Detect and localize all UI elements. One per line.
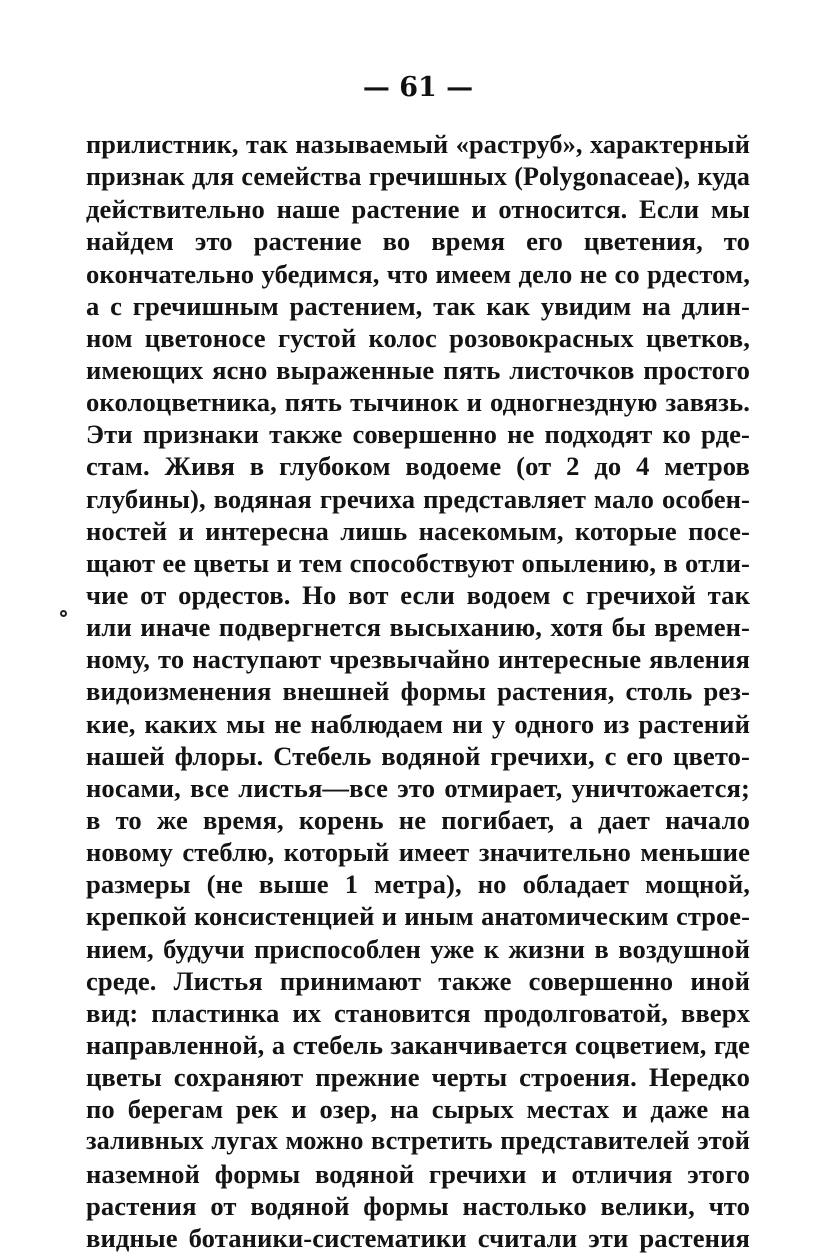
text-line: действительно наше растение и относится. Если мы (86, 194, 750, 225)
text-line: ностей и интересна лишь насекомым, которые посе- (86, 515, 750, 546)
text-line: в то же время, корень не погибает, а дает начало (86, 804, 750, 835)
text-line: прилистник, так называемый «раструб», характерный (86, 130, 750, 159)
text-line: околоцветника, пять тычинок и одногнездную завязь. (86, 387, 750, 418)
text-line: кие, каких мы не наблюдаем ни у одного из растений (86, 708, 750, 739)
text-line: или иначе подвергнется высыханию, хотя бы времен- (86, 612, 750, 643)
text-line: цветы сохраняют прежние черты строения. Нередко (86, 1062, 750, 1093)
text-line: имеющих ясно выраженные пять листочков простого (86, 354, 750, 385)
text-line: глубины), водяная гречиха представляет мало особен- (86, 483, 750, 514)
text-line: заливных лугах можно встретить представителей этой (86, 1126, 750, 1156)
text-line: направленной, а стебель заканчивается соцветием, где (86, 1029, 750, 1060)
margin-speck (60, 610, 67, 617)
text-line: видоизменения внешней формы растения, столь рез- (86, 676, 750, 707)
text-line: размеры (не выше 1 метра), но обладает мощной, (86, 869, 750, 900)
text-line: носами, все листья—все это отмирает, уничтожается; (86, 772, 750, 803)
text-line: Эти признаки также совершенно не подходят ко рде- (86, 419, 750, 450)
text-line: видные ботаники-систематики считали эти растения (86, 1222, 750, 1253)
text-line: окончательно убедимся, что имеем дело не со рдестом, (86, 258, 750, 289)
text-line: а с гречишным растением, так как увидим на длин- (86, 290, 750, 321)
body-text (86, 129, 750, 1254)
text-line: растения от водяной формы настолько велики, что (86, 1190, 750, 1221)
text-line: щают ее цветы и тем способствуют опылению, в отли- (86, 547, 750, 578)
text-line: признак для семейства гречишных (Polygonaceae), куда (86, 162, 750, 192)
text-line: крепкой консистенцией и иным анатомическим строе- (86, 901, 750, 932)
text-line: нашей флоры. Стебель водяной гречихи, с его цвето- (86, 740, 750, 771)
text-line: наземной формы водяной гречихи и отличия этого (86, 1158, 750, 1189)
text-line: чие от ордестов. Но вот если водоем с гречихой так (86, 579, 750, 610)
text-line: вид: пластинка их становится продолговатой, вверх (86, 997, 750, 1028)
text-line: новому стеблю, который имеет значительно меньшие (86, 837, 750, 868)
text-line: среде. Листья принимают также совершенно иной (86, 965, 750, 996)
text-line: ном цветоносе густой колос розовокрасных цветков, (86, 322, 750, 353)
text-line: стам. Живя в глубоком водоеме (от 2 до 4 метров (86, 451, 750, 482)
text-line: нием, будучи приспособлен уже к жизни в воздушной (86, 933, 750, 964)
text-line: ному, то наступают чрезвычайно интересные явления (86, 644, 750, 675)
page-number: — 61 — (362, 72, 474, 103)
text-line: по берегам рек и озер, на сырых местах и даже на (86, 1094, 750, 1125)
text-line: найдем это растение во время его цветения, то (86, 226, 750, 257)
